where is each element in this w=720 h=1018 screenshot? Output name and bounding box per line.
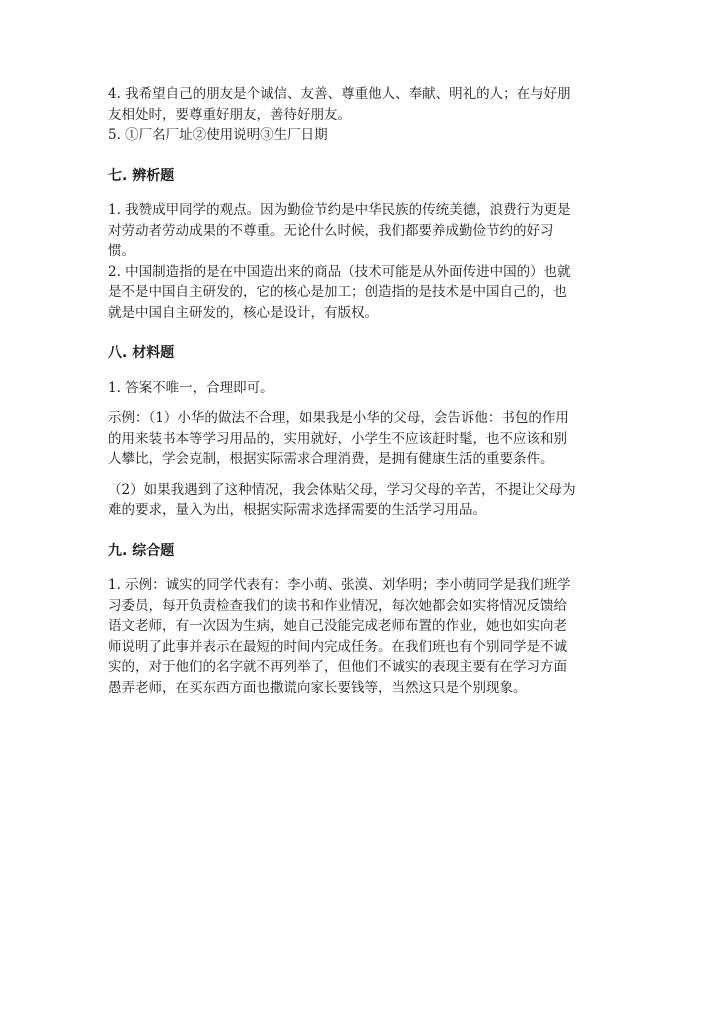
section-heading-7: 七. 辨析题 [108,167,175,184]
text-line: 1. 答案不唯一，合理即可。 [108,379,274,396]
spacer [108,398,616,408]
text-line: 友相处时，要尊重好朋友，善待好朋友。 [108,106,351,123]
text-line: 就是中国自主研发的，核心是设计，有版权。 [108,304,378,321]
text-line: 难的要求，量入为出，根据实际需求选择需要的生活学习用品。 [108,502,486,518]
text-line: 师说明了此事并表示在最短的时间内完成任务。在我们班也有个别同学是不诚 [108,638,567,655]
text-line: 的用来装书本等学习用品的，实用就好，小学生不应该赶时髦，也不应该和别 [108,430,567,447]
answer-item-9-1 [108,575,616,698]
answer-item-7-2 [108,262,616,324]
text-line: 人攀比，学会克制，根据实际需求合理消费，是拥有健康生活的重要条件。 [108,451,554,467]
answer-page [108,84,616,698]
answer-item-4 [108,84,616,125]
text-line: 示例：（1）小华的做法不合理，如果我是小华的父母，会告诉他：书包的作用 [108,410,569,426]
section-heading-9: 九. 综合题 [108,542,175,559]
text-line: 愚弄老师，在买东西方面也撒谎向家长要钱等，当然这只是个别现象。 [108,679,527,696]
text-line: 实的，对于他们的名字就不再列举了，但他们不诚实的表现主要有在学习方面 [108,659,567,675]
text-line: 是不是中国自主研发的，它的核心是加工；创造指的是技术是中国自己的，也 [108,284,567,300]
text-line: 2. 中国制造指的是在中国造出来的商品（技术可能是从外面传进中国的）也就 [108,263,571,280]
answer-part-8-2 [108,480,616,521]
text-line: 1. 示例：诚实的同学代表有：李小萌、张漠、刘华明；李小萌同学是我们班学 [108,577,571,593]
answer-item-5 [108,125,616,146]
text-line: 习委员，每开负责检查我们的读书和作业情况，每次她都会如实将情况反馈给 [108,597,567,614]
text-line: 4. 我希望自己的朋友是个诚信、友善、尊重他人、奉献、明礼的人；在与好朋 [108,86,571,102]
answer-item-7-1 [108,200,616,262]
text-line: 惯。 [108,243,135,259]
text-line: 5. ①厂名厂址②使用说明③生厂日期 [108,127,328,143]
text-line: 对劳动者劳动成果的不尊重。无论什么时候，我们都要养成勤俭节约的好习 [108,222,554,239]
text-line: 语文老师，有一次因为生病，她自己没能完成老师布置的作业，她也如实向老 [108,618,567,634]
answer-example-8 [108,408,616,470]
text-line: 1. 我赞成甲同学的观点。因为勤俭节约是中华民族的传统美德，浪费行为更是 [108,202,571,218]
section-heading-8: 八. 材料题 [108,345,175,361]
answer-item-8-1 [108,378,616,399]
spacer [108,470,616,480]
text-line: （2）如果我遇到了这种情况，我会体贴父母，学习父母的辛苦，不提让父母为 [108,481,576,498]
